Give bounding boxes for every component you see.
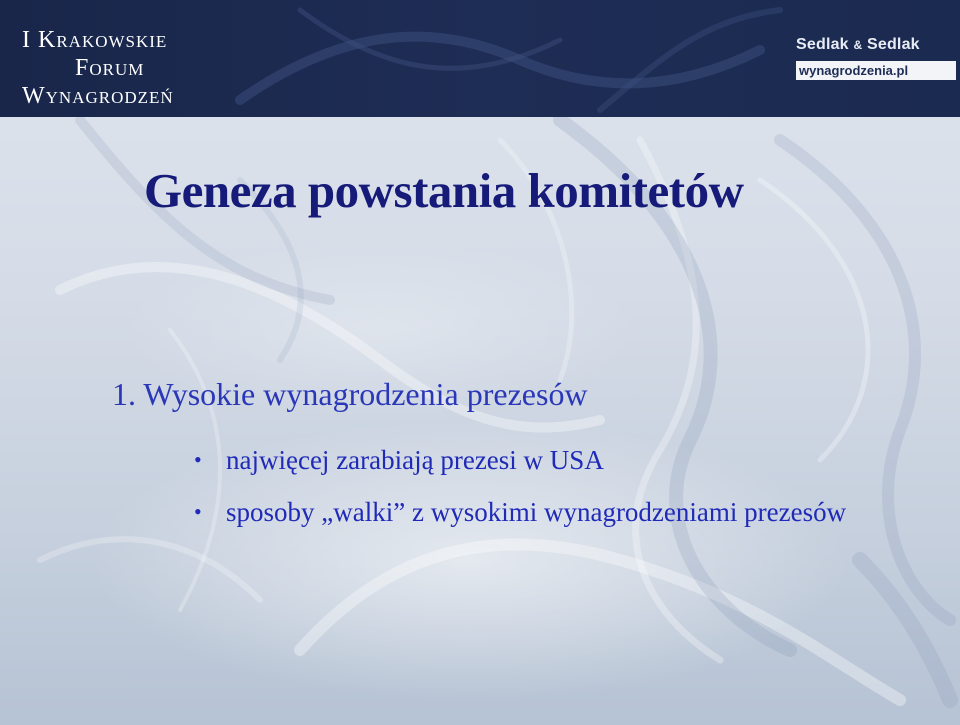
bullet-text: sposoby „walki” z wysokimi wynagrodzeniami prezesów (226, 497, 847, 527)
section-heading: 1. Wysokie wynagrodzenia prezesów (112, 376, 588, 412)
bullet-icon: • (194, 447, 202, 472)
forum-logo-line-2: Forum (75, 55, 145, 81)
brand-ampersand: & (853, 38, 863, 52)
forum-logo (22, 26, 174, 110)
brand-name (796, 36, 956, 54)
sedlak-brand-logo (796, 36, 956, 80)
brand-website-bar (796, 61, 956, 80)
slide-title: Geneza powstania komitetów (144, 163, 744, 218)
bullet-icon: • (194, 499, 202, 524)
brand-website: wynagrodzenia.pl (799, 63, 909, 78)
header-banner (0, 0, 960, 117)
bullet-text: najwięcej zarabiają prezesi w USA (226, 445, 604, 475)
bullet-item (190, 444, 890, 476)
bullet-item (190, 496, 890, 528)
bullet-list (190, 444, 890, 548)
brand-name-part-1: Sedlak (796, 36, 849, 53)
forum-logo-line-1: I Krakowskie (22, 27, 168, 53)
brand-name-part-2: Sedlak (866, 36, 920, 53)
forum-logo-line-3: Wynagrodzeń (22, 83, 174, 109)
